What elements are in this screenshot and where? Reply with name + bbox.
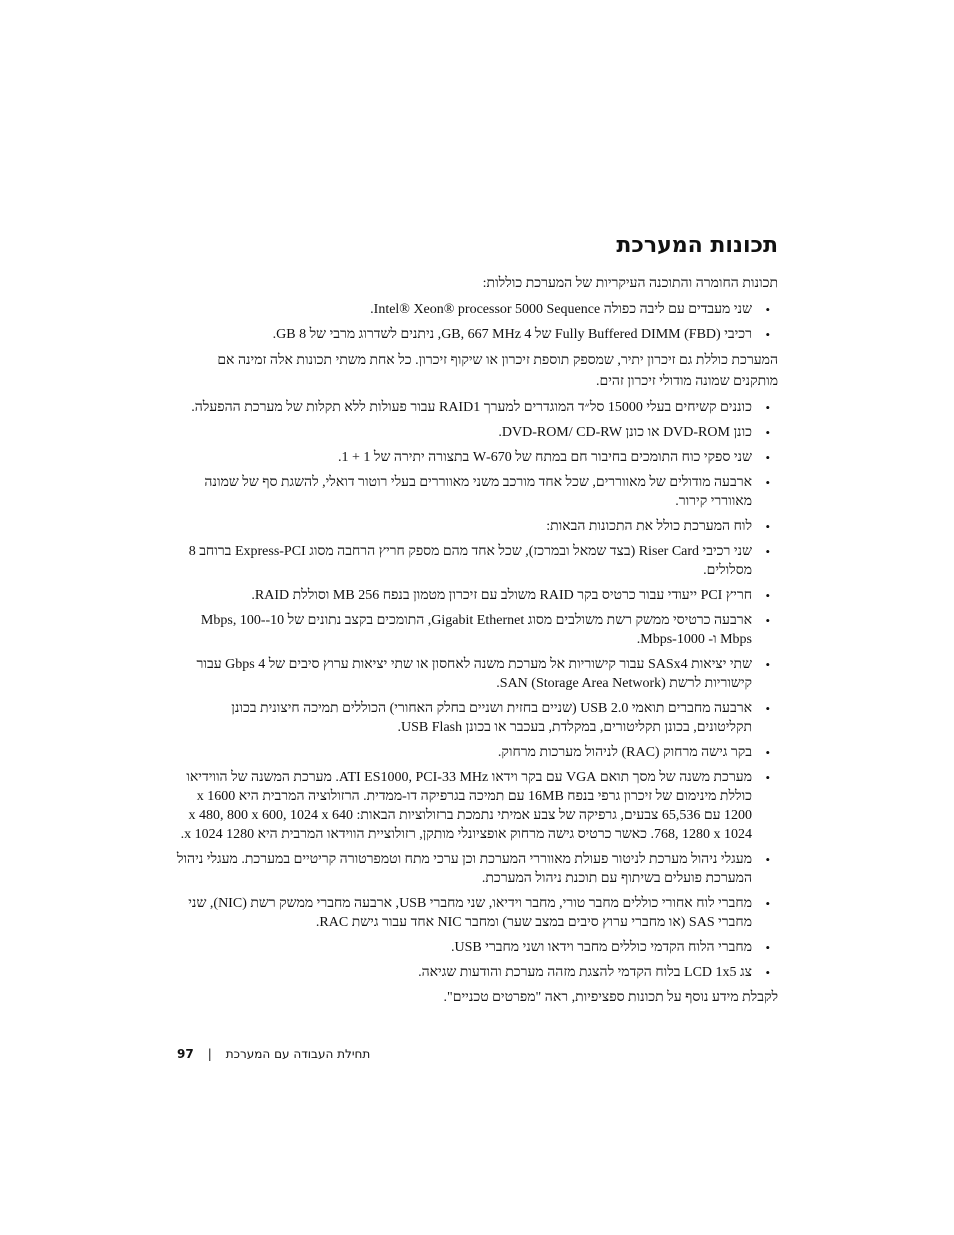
bullet-icon: • bbox=[765, 544, 770, 559]
footer-separator: | bbox=[207, 1047, 212, 1061]
list-item bbox=[175, 938, 778, 957]
list-item-text: לוח המערכת כולל את התכונות הבאות: bbox=[546, 519, 752, 534]
list-item-text: כוננים קשיחים בעלי 15000 סל״ד המוגדרים למערך RAID1 עבור פעולות ללא תקלות של מערכת ההפעלה. bbox=[191, 400, 752, 415]
list-item-text: כונן DVD-ROM או כונן DVD-ROM/ CD-RW. bbox=[498, 425, 752, 440]
list-item-text: חריץ PCI ייעודי עבור כרטיס בקר RAID משולב עם זיכרון מטמון בנפח 256 MB וסוללת RAID. bbox=[251, 588, 752, 603]
list-item bbox=[175, 894, 778, 932]
list-item bbox=[175, 325, 778, 344]
list-item bbox=[175, 768, 778, 844]
chapter-title: תחילת העבודה עם המערכת bbox=[225, 1047, 371, 1061]
bullet-icon: • bbox=[765, 327, 770, 342]
bullet-icon: • bbox=[765, 400, 770, 415]
list-item bbox=[175, 699, 778, 737]
bullet-icon: • bbox=[765, 425, 770, 440]
list-item bbox=[175, 448, 778, 467]
list-item-text: ארבעה כרטיסי ממשק רשת משולבים מסוג Gigabit Ethernet, התומכים בקצב נתונים של 10-Mbps, 100-Mbps ו- 1000-Mbps. bbox=[200, 613, 752, 647]
list-item-text: מערכת משנה של מסך תואם VGA עם בקר וידאו ATI ES1000, PCI-33 MHz. מערכת המשנה של הווידיאו כוללת מינימום של זיכרון גרפי בנפח 16MB עם תמיכה בגרפיקה דו-ממדית. הרזולוציה המרבית היא 1600 x 1200 עם 65,536 צבעים, גרפיקה של צבע אמיתי נתמכת ברזולוציות הבאות: 640 x 480, 800 x 600, 1024 x 768, 1280 x 1024. כאשר כרטיס גישה מרחוק אופציונלי מותקן, רזולוציית הווידאו המרבית היא 1280 x 1024. bbox=[180, 770, 752, 842]
list-item-text: ארבעה מחברים תואמי USB 2.0 (שניים בחזית ושניים בחלק האחורי) הכוללים תמיכה חיצונית בכונן תקליטונים, בכונן תקליטורים, במקלדת, בעכבר או בכונן USB Flash. bbox=[231, 701, 752, 735]
bullet-icon: • bbox=[765, 940, 770, 955]
list-item-text: בקר גישה מרחוק (RAC) לניהול מערכות מרחוק. bbox=[497, 745, 752, 760]
feature-list-b bbox=[175, 398, 778, 982]
document-page bbox=[175, 228, 778, 1008]
bullet-icon: • bbox=[765, 302, 770, 317]
list-item-text: שני רכיבי Riser Card (בצד שמאל ובמרכז), שכל אחד מהם מספק חריץ הרחבה מסוג Express-PCI ברוחב 8 מסלולים. bbox=[188, 544, 752, 578]
list-item bbox=[175, 850, 778, 888]
list-item bbox=[175, 542, 778, 580]
list-item bbox=[175, 517, 778, 536]
list-item-text: ארבעה מודולים של מאווררים, שכל אחד מורכב משני מאווררים בעלי רוטור דואלי, להשגת סף של שמונה מאווררי קירור. bbox=[204, 475, 752, 509]
list-item bbox=[175, 611, 778, 649]
page-number: 97 bbox=[177, 1047, 194, 1061]
list-item-text: שתי יציאות SASx4 עבור קישוריות אל מערכת משנה לאחסון או שתי יציאות ערוץ סיבים של 4 Gbps עבור קישוריות לרשת SAN (Storage Area Network). bbox=[196, 657, 752, 691]
list-item-text: שני ספקי כוח התומכים בחיבור חם במתח של 670-W בתצורה יתירה של 1 + 1. bbox=[338, 450, 752, 465]
list-item-text: מחברי לוח אחורי כוללים מחבר טורי, מחבר וידיאו, שני מחברי USB, ארבעה מחברי ממשק רשת (NIC), שני מחברי SAS (או מחברי ערוץ סיבים במצב שער) ומחבר NIC אחד עבור גישת RAC. bbox=[188, 896, 752, 930]
memory-paragraph: המערכת כוללת גם זיכרון יתיר, שמספק תוספת זיכרון או שיקוף זיכרון. כל אחת משתי תכונות אלה זמינה אם מותקנים שמונה מודולי זיכרון זהים. bbox=[217, 353, 778, 389]
bullet-icon: • bbox=[765, 519, 770, 534]
feature-list-a bbox=[175, 300, 778, 344]
intro-text: תכונות החומרה והתוכנה העיקריות של המערכת כוללות: bbox=[482, 276, 778, 291]
list-item bbox=[175, 398, 778, 417]
list-item-text: צג LCD 1x5 בלוח הקדמי להצגת מזהה מערכת והודעות שגיאה. bbox=[418, 965, 752, 980]
bullet-icon: • bbox=[765, 657, 770, 672]
page-title: תכונות המערכת bbox=[616, 233, 778, 258]
closing-note: לקבלת מידע נוסף על תכונות ספציפיות, ראה "מפרטים טכניים". bbox=[443, 990, 778, 1005]
bullet-icon: • bbox=[765, 965, 770, 980]
list-item bbox=[175, 963, 778, 982]
bullet-icon: • bbox=[765, 852, 770, 867]
list-item bbox=[175, 300, 778, 319]
bullet-icon: • bbox=[765, 475, 770, 490]
list-item-text: מעגלי ניהול מערכת לניטור פעולת מאווררי המערכת וכן ערכי מתח וטמפרטורה קריטיים במערכת. מעגלי ניהול המערכת פועלים בשיתוף עם תוכנת ניהול המערכת. bbox=[176, 852, 752, 886]
bullet-icon: • bbox=[765, 896, 770, 911]
list-item-text: רכיבי Fully Buffered DIMM (FBD) של 4 GB, 667 MHz, ניתנים לשדרוג מרבי של 8 GB. bbox=[272, 327, 752, 342]
bullet-icon: • bbox=[765, 701, 770, 716]
bullet-icon: • bbox=[765, 745, 770, 760]
bullet-icon: • bbox=[765, 770, 770, 785]
bullet-icon: • bbox=[765, 613, 770, 628]
list-item-text: מחברי הלוח הקדמי כוללים מחבר וידאו ושני מחברי USB. bbox=[450, 940, 752, 955]
list-item bbox=[175, 423, 778, 442]
list-item bbox=[175, 743, 778, 762]
page-footer bbox=[177, 1047, 377, 1061]
bullet-icon: • bbox=[765, 588, 770, 603]
bullet-icon: • bbox=[765, 450, 770, 465]
list-item bbox=[175, 655, 778, 693]
list-item-text: שני מעבדים עם ליבה כפולה Intel® Xeon® processor 5000 Sequence. bbox=[370, 302, 752, 317]
list-item bbox=[175, 473, 778, 511]
list-item bbox=[175, 586, 778, 605]
